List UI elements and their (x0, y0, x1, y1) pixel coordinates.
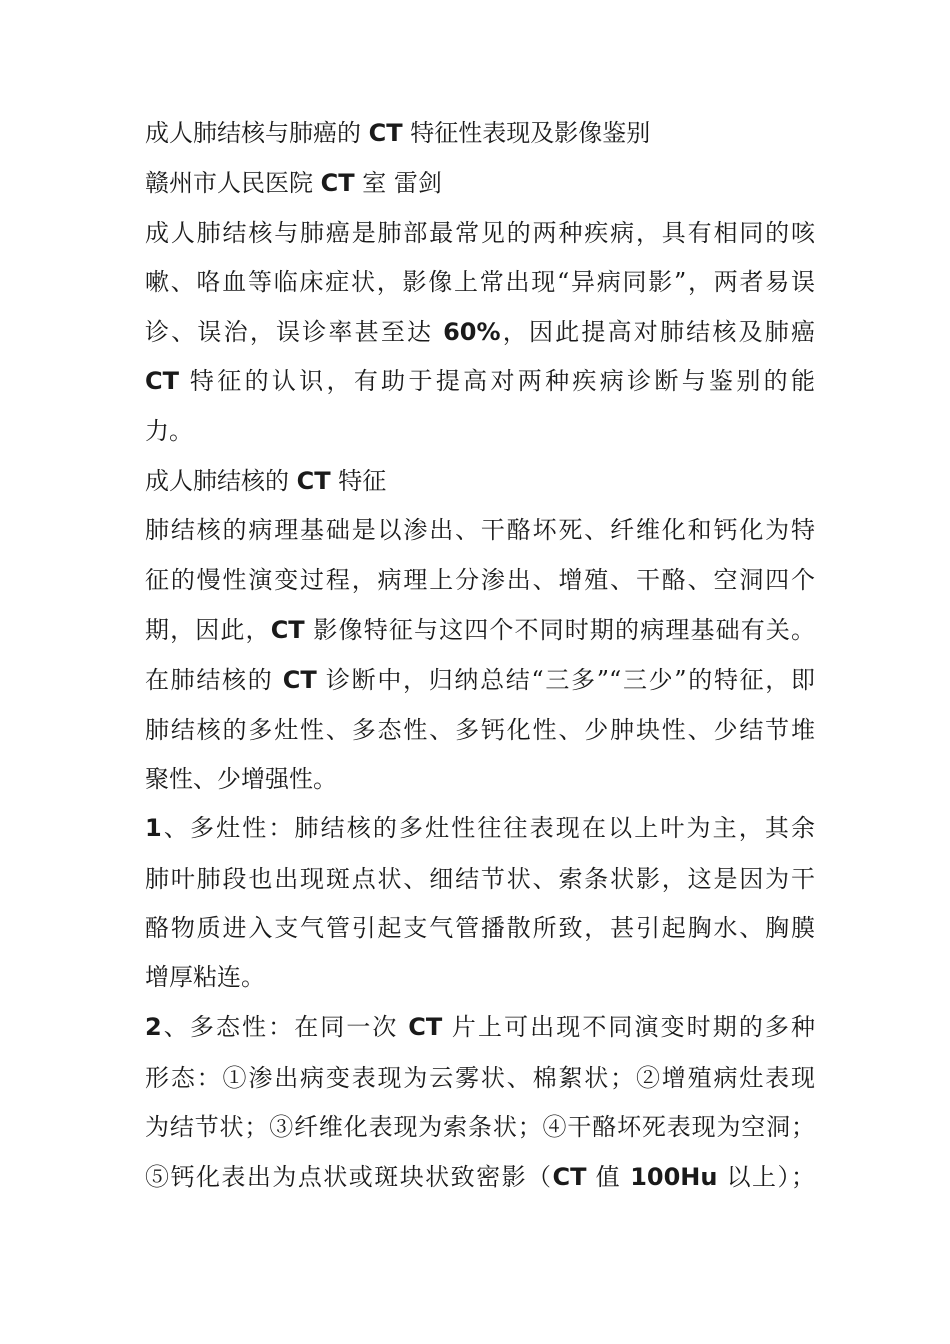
point2-line: 2、多态性：在同一次 CT 片上可出现不同演变时期的多种 (145, 1013, 815, 1041)
point1-line: 肺叶肺段也出现斑点状、细结节状、索条状影，这是因为干 (145, 865, 815, 893)
point2-line: ⑤钙化表出为点状或斑块状致密影（CT 值 100Hu 以上）； (145, 1163, 815, 1191)
intro-line: 成人肺结核与肺癌是肺部最常见的两种疾病，具有相同的咳 (145, 219, 815, 247)
intro-line: CT 特征的认识，有助于提高对两种疾病诊断与鉴别的能 (145, 367, 815, 395)
pathology-line: 肺结核的病理基础是以渗出、干酪坏死、纤维化和钙化为特 (145, 516, 815, 544)
pathology-line: 肺结核的多灶性、多态性、多钙化性、少肿块性、少结节堆 (145, 716, 815, 744)
section-heading: 成人肺结核的 CT 特征 (145, 467, 387, 495)
pathology-line: 期，因此，CT 影像特征与这四个不同时期的病理基础有关。 (145, 616, 815, 644)
pathology-line: 聚性、少增强性。 (145, 765, 337, 793)
document-title: 成人肺结核与肺癌的 CT 特征性表现及影像鉴别 (145, 119, 651, 147)
point2-line: 形态：①渗出病变表现为云雾状、棉絮状；②增殖病灶表现 (145, 1064, 815, 1092)
intro-line: 诊、误治，误诊率甚至达 60%，因此提高对肺结核及肺癌 (145, 318, 815, 346)
intro-line: 嗽、咯血等临床症状，影像上常出现“异病同影”，两者易误 (145, 268, 815, 296)
author-line: 赣州市人民医院 CT 室 雷剑 (145, 169, 442, 197)
point1-line: 增厚粘连。 (145, 963, 265, 991)
pathology-line: 在肺结核的 CT 诊断中，归纳总结“三多”“三少”的特征，即 (145, 666, 815, 694)
point1-line: 酪物质进入支气管引起支气管播散所致，甚引起胸水、胸膜 (145, 914, 815, 942)
intro-line: 力。 (145, 417, 193, 445)
point1-line: 1、多灶性：肺结核的多灶性往往表现在以上叶为主，其余 (145, 814, 815, 842)
pathology-line: 征的慢性演变过程，病理上分渗出、增殖、干酪、空洞四个 (145, 566, 815, 594)
point2-line: 为结节状；③纤维化表现为索条状；④干酪坏死表现为空洞； (145, 1113, 815, 1141)
